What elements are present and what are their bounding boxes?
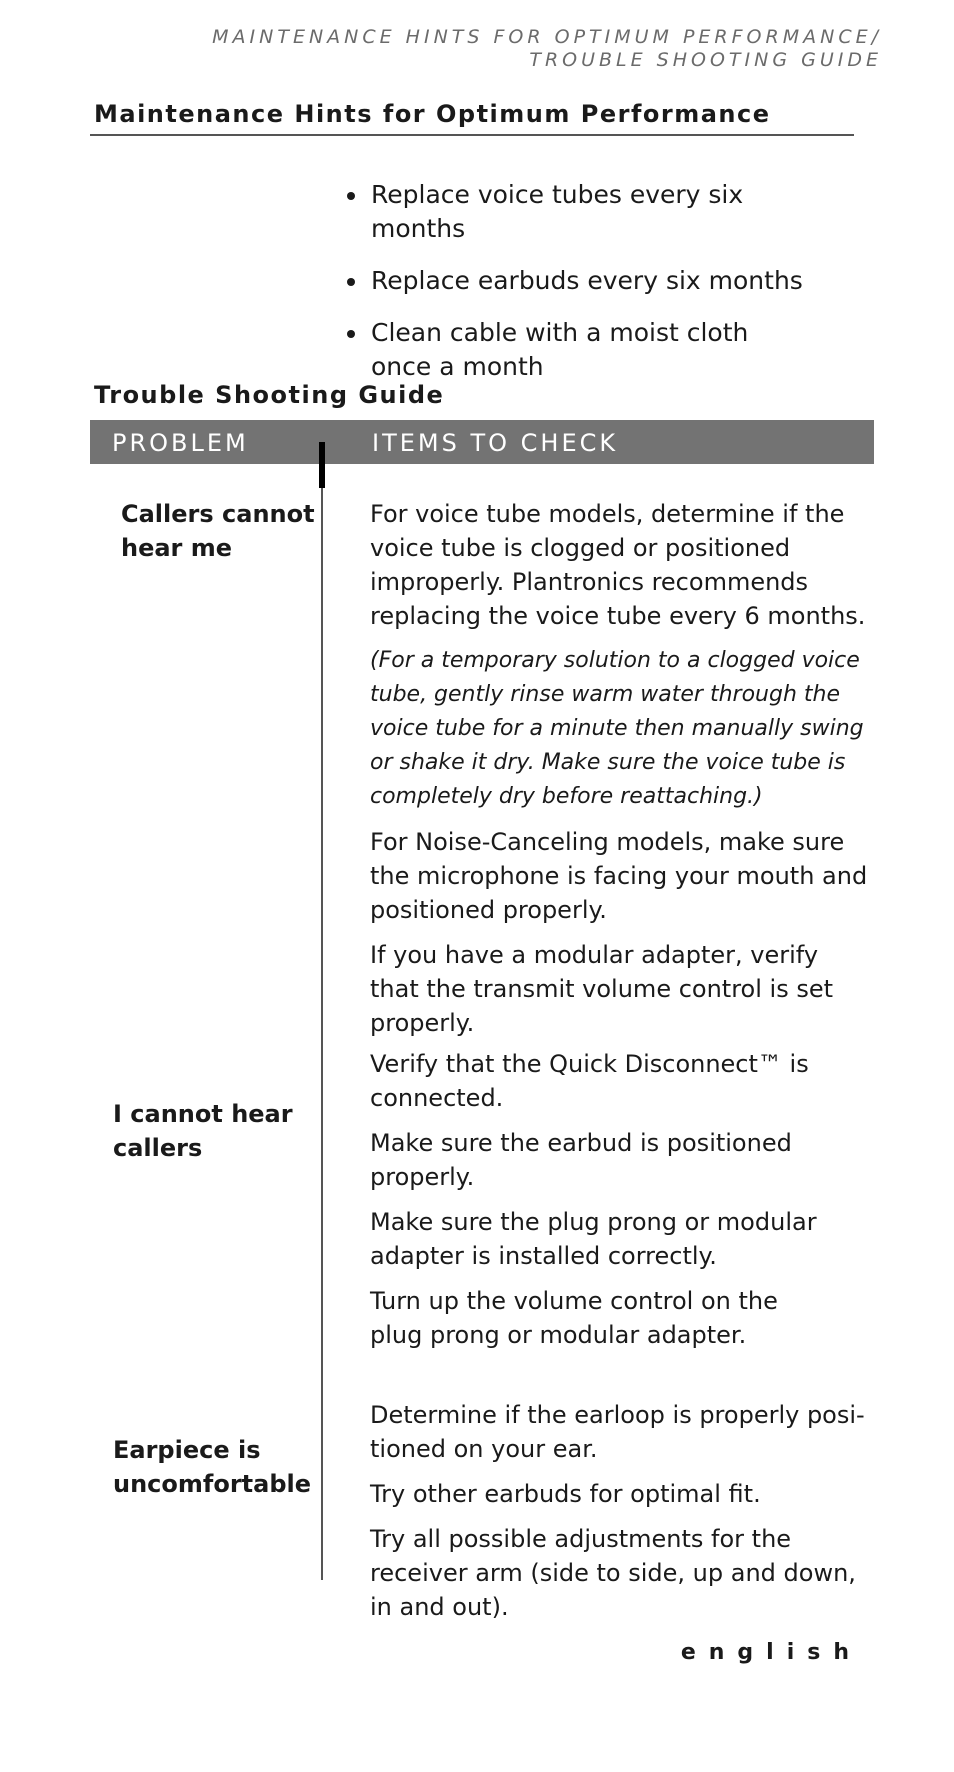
problem-callers-cannot-hear-me: Callers cannot hear me (121, 500, 315, 562)
guide-title: Trouble Shooting Guide (94, 381, 445, 409)
check-item: For Noise-Canceling models, make sure the microphone is facing your mouth and positioned properly. (370, 828, 868, 924)
check-item: If you have a modular adapter, verify that the transmit volume control is set properly. (370, 941, 834, 1037)
checks-i-cannot-hear-callers (370, 1047, 870, 1363)
running-head (212, 26, 882, 72)
check-item: Try other earbuds for optimal fit. (370, 1480, 761, 1508)
list-item: Clean cable with a moist cloth once a month (347, 316, 791, 384)
running-head-line2: TROUBLE SHOOTING GUIDE (529, 49, 882, 71)
check-item: (For a temporary solution to a clogged voice tube, gently rinse warm water through the voice tube for a minute then manually swing or shake it dry. Make sure the voice tube is completely dry before reattaching.) (370, 648, 864, 809)
column-divider-tick (319, 442, 325, 488)
check-item: Verify that the Quick Disconnect™ is connected. (370, 1050, 809, 1112)
section-rule (90, 134, 854, 136)
problem-earpiece-is-uncomfortable: Earpiece is uncomfortable (113, 1436, 312, 1498)
problem-i-cannot-hear-callers: I cannot hear callers (113, 1100, 293, 1162)
list-item: Replace voice tubes every six months (347, 178, 817, 246)
maintenance-list (347, 178, 817, 402)
check-item: Determine if the earloop is properly posi-tioned on your ear. (370, 1401, 865, 1463)
running-head-line1: MAINTENANCE HINTS FOR OPTIMUM PERFORMANCE/ (212, 26, 882, 48)
check-item: For voice tube models, determine if the voice tube is clogged or positioned improperly. Plantronics recommends replacing the voice tube every 6 months. (370, 500, 866, 630)
maintenance-title: Maintenance Hints for Optimum Performance (94, 100, 771, 128)
checks-earpiece-is-uncomfortable (370, 1398, 870, 1635)
checks-callers-cannot-hear-me (370, 497, 870, 1051)
list-item: Replace earbuds every six months (347, 264, 817, 298)
footer-language: english (680, 1640, 862, 1665)
column-header-problem: PROBLEM (112, 429, 249, 457)
table-header (90, 420, 874, 464)
check-item: Make sure the earbud is positioned properly. (370, 1129, 792, 1191)
column-divider (321, 488, 323, 1580)
column-header-items-to-check: ITEMS TO CHECK (372, 429, 619, 457)
check-item: Turn up the volume control on the plug prong or modular adapter. (370, 1287, 778, 1349)
check-item: Try all possible adjustments for the receiver arm (side to side, up and down, in and out). (370, 1525, 856, 1621)
check-item: Make sure the plug prong or modular adapter is installed correctly. (370, 1208, 817, 1270)
